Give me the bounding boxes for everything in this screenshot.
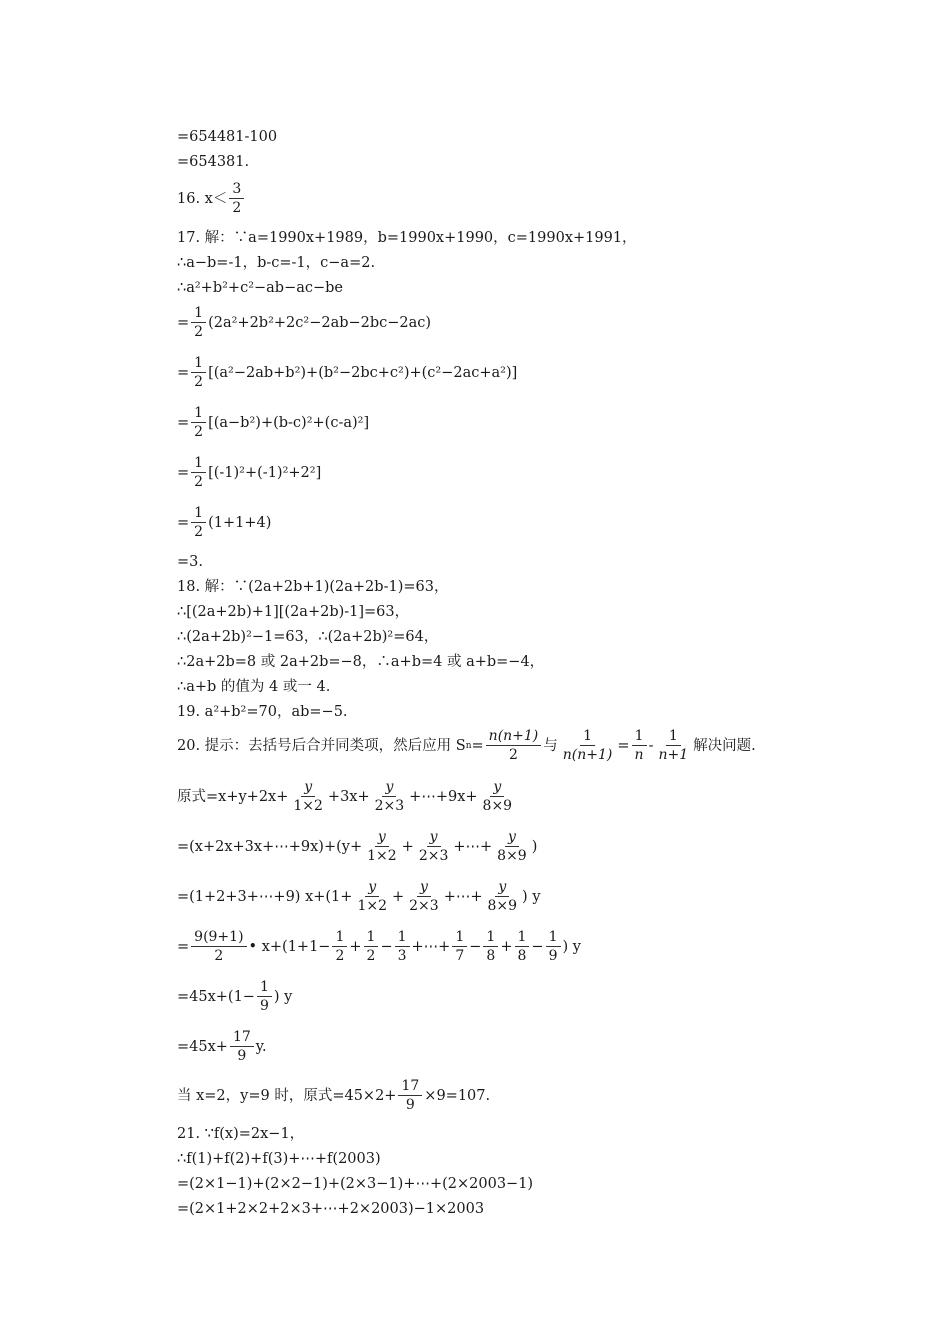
fraction [354, 878, 390, 915]
fraction [406, 878, 442, 915]
fraction [191, 354, 206, 391]
fraction [230, 1028, 254, 1065]
answer-21-heading [177, 1124, 304, 1144]
fraction [452, 928, 467, 965]
text: 17. 解：∵a=1990x+1989，b=1990x+1990，c=1990x+1991， [177, 230, 637, 246]
numerator: 17 [230, 1028, 254, 1047]
text: ∴f(1)+f(2)+f(3)+⋯+f(2003) [177, 1151, 381, 1167]
text: 解决问题. [693, 737, 756, 754]
denominator: n+1 [658, 747, 689, 763]
text: + [500, 938, 513, 955]
fraction [191, 404, 206, 441]
denominator: 7 [455, 948, 465, 964]
text: ∴a²+b²+c²−ab−ac−be [177, 280, 344, 296]
text: 当 x=2，y=9 时，原式=45×2+ [177, 1087, 397, 1104]
fraction [655, 727, 691, 764]
fraction [229, 180, 244, 217]
denominator: 2 [366, 948, 376, 964]
numerator: 1 [191, 404, 206, 423]
numerator: 1 [332, 928, 347, 947]
fraction [416, 828, 452, 865]
line-9 [177, 404, 369, 441]
numerator: y [495, 878, 509, 897]
text: + [401, 838, 414, 855]
numerator: 1 [515, 928, 530, 947]
numerator: 1 [546, 928, 561, 947]
line-12 [177, 552, 203, 572]
line-16 [177, 652, 544, 672]
denominator: n(n+1) [562, 747, 613, 763]
denominator: 2 [509, 747, 518, 763]
text: =654381. [177, 154, 250, 170]
fraction [257, 978, 272, 1015]
line-22 [177, 878, 541, 915]
text: + [349, 938, 362, 955]
line-6 [177, 278, 343, 298]
line-24 [177, 978, 292, 1015]
numerator: 17 [398, 1077, 422, 1096]
text: 21. ∵f(x)=2x−1， [177, 1126, 305, 1142]
denominator: 9 [548, 948, 558, 964]
line-2 [177, 152, 249, 172]
text: =(2×1+2×2+2×3+⋯+2×2003)−1×2003 [177, 1201, 485, 1217]
text: =3. [177, 554, 203, 570]
fraction [290, 778, 326, 815]
numerator: 1 [191, 354, 206, 373]
numerator: 1 [666, 727, 681, 746]
text: =654481-100 [177, 129, 278, 145]
text: =(2×1−1)+(2×2−1)+(2×3−1)+⋯+(2×2003−1) [177, 1176, 534, 1192]
line-20 [177, 778, 517, 815]
eq: = [177, 414, 190, 431]
numerator: 1 [191, 454, 206, 473]
denominator: 2×3 [374, 798, 405, 814]
text: 20. 提示：去括号后合并同类项，然后应用 S [177, 737, 466, 754]
text: − [469, 938, 482, 955]
numerator: y [301, 778, 315, 797]
text: [(-1)²+(-1)²+2²] [208, 464, 322, 481]
text: ) y [273, 988, 293, 1005]
text: +⋯+ [453, 838, 493, 855]
numerator: 1 [257, 978, 272, 997]
text: +⋯+ [411, 938, 451, 955]
text: ∴(2a+2b)²−1=63，∴(2a+2b)²=64， [177, 629, 439, 645]
numerator: 1 [191, 504, 206, 523]
eq: = [177, 314, 190, 331]
denominator: 9 [259, 998, 269, 1014]
text: = [617, 737, 630, 754]
line-25 [177, 1028, 267, 1065]
text: ) y [522, 888, 541, 905]
fraction [546, 928, 561, 965]
denominator: 8×9 [487, 898, 518, 914]
line-8 [177, 354, 517, 391]
text: ) y [562, 938, 581, 955]
text: ∴2a+2b=8 或 2a+2b=−8，∴a+b=4 或 a+b=−4， [177, 654, 545, 670]
fraction [332, 928, 347, 965]
line-10 [177, 454, 321, 491]
text: (1+1+4) [208, 514, 272, 531]
text: [(a²−2ab+b²)+(b²−2bc+c²)+(c²−2ac+a²)] [208, 364, 518, 381]
text: + [391, 888, 405, 905]
numerator: y [417, 878, 431, 897]
fraction [483, 928, 498, 965]
fraction [191, 928, 246, 965]
numerator: 1 [191, 304, 206, 323]
text: ∴a−b=-1，b-c=-1，c−a=2. [177, 255, 376, 271]
line-1 [177, 127, 277, 147]
numerator: y [505, 828, 519, 847]
line-21 [177, 828, 537, 865]
denominator: 2×3 [409, 898, 439, 914]
denominator: 2 [194, 524, 204, 540]
denominator: 8×9 [482, 798, 513, 814]
fraction [191, 504, 206, 541]
line-17 [177, 677, 330, 697]
denominator: 2 [232, 200, 242, 216]
fraction [480, 778, 516, 815]
fraction [372, 778, 408, 815]
denominator: 9 [405, 1097, 415, 1113]
numerator: 1 [580, 727, 595, 746]
eq: = [471, 737, 484, 754]
numerator: y [375, 828, 389, 847]
fraction [398, 1077, 422, 1114]
text: - [648, 737, 654, 754]
eq: = [177, 514, 190, 531]
fraction [486, 727, 542, 764]
text: − [380, 938, 393, 955]
text: − [531, 938, 544, 955]
text: =(x+2x+3x+⋯+9x)+(y+ [177, 838, 363, 855]
eq: = [177, 364, 190, 381]
numerator: 1 [364, 928, 379, 947]
numerator: y [490, 778, 504, 797]
fraction [485, 878, 521, 915]
text: =45x+(1− [177, 988, 255, 1005]
text: [(a−b²)+(b-c)²+(c-a)²] [208, 414, 370, 431]
line-7 [177, 304, 431, 341]
text: ×9=107. [424, 1087, 491, 1104]
denominator: 2×3 [418, 848, 449, 864]
text: y. [255, 1038, 267, 1055]
numerator: 3 [229, 180, 244, 199]
denominator: 1×2 [357, 898, 387, 914]
line-5 [177, 253, 375, 273]
denominator: 1×2 [293, 798, 323, 814]
denominator: 2 [214, 948, 224, 964]
denominator: 8 [486, 948, 496, 964]
text: 16. x＜ [177, 190, 228, 207]
line-28 [177, 1149, 381, 1169]
numerator: n(n+1) [486, 727, 542, 746]
numerator: 1 [632, 727, 647, 746]
subscript: n [465, 740, 472, 751]
denominator: 2 [194, 324, 204, 340]
numerator: 1 [395, 928, 410, 947]
line-29 [177, 1174, 533, 1194]
fraction [191, 304, 206, 341]
fraction [494, 828, 530, 865]
answer-18-heading [177, 577, 448, 597]
denominator: 8×9 [497, 848, 527, 864]
text: ∴[(2a+2b)+1][(2a+2b)-1]=63， [177, 604, 410, 620]
denominator: 2 [194, 424, 204, 440]
denominator: n [634, 747, 644, 763]
text: =45x+ [177, 1038, 228, 1055]
text: 原式=x+y+2x+ [177, 788, 289, 805]
answer-19 [177, 702, 348, 722]
fraction [364, 828, 400, 865]
text: • x+(1+1− [248, 938, 331, 955]
numerator: 1 [452, 928, 467, 947]
line-11 [177, 504, 271, 541]
denominator: 2 [194, 474, 204, 490]
numerator: 1 [483, 928, 498, 947]
text: +3x+ [327, 788, 370, 805]
numerator: y [365, 878, 379, 897]
fraction [191, 454, 206, 491]
denominator: 9 [237, 1048, 247, 1064]
text: = [177, 938, 190, 955]
fraction [395, 928, 410, 965]
denominator: 8 [517, 948, 527, 964]
denominator: 3 [397, 948, 407, 964]
eq: = [177, 464, 190, 481]
numerator: y [427, 828, 441, 847]
text: ) [531, 838, 538, 855]
line-15 [177, 627, 438, 647]
denominator: 1×2 [367, 848, 397, 864]
answer-17-heading [177, 228, 637, 248]
line-30 [177, 1199, 484, 1219]
text: 与 [543, 737, 558, 754]
fraction [515, 928, 530, 965]
text: 18. 解：∵(2a+2b+1)(2a+2b-1)=63， [177, 579, 449, 595]
fraction [364, 928, 379, 965]
answer-16 [177, 180, 246, 217]
text: +⋯+9x+ [409, 788, 478, 805]
text: 19. a²+b²=70，ab=−5. [177, 704, 348, 720]
denominator: 2 [335, 948, 345, 964]
text: =(1+2+3+⋯+9) x+(1+ [177, 888, 353, 905]
fraction [560, 727, 616, 764]
line-14 [177, 602, 409, 622]
answer-20-hint [177, 727, 756, 764]
text: ∴a+b 的值为 4 或一 4. [177, 679, 331, 695]
line-23 [177, 928, 581, 965]
numerator: y [382, 778, 396, 797]
text: +⋯+ [443, 888, 483, 905]
text: (2a²+2b²+2c²−2ab−2bc−2ac) [208, 314, 432, 331]
line-26 [177, 1077, 490, 1114]
numerator: 9(9+1) [191, 928, 246, 947]
fraction [632, 727, 647, 764]
denominator: 2 [194, 374, 204, 390]
